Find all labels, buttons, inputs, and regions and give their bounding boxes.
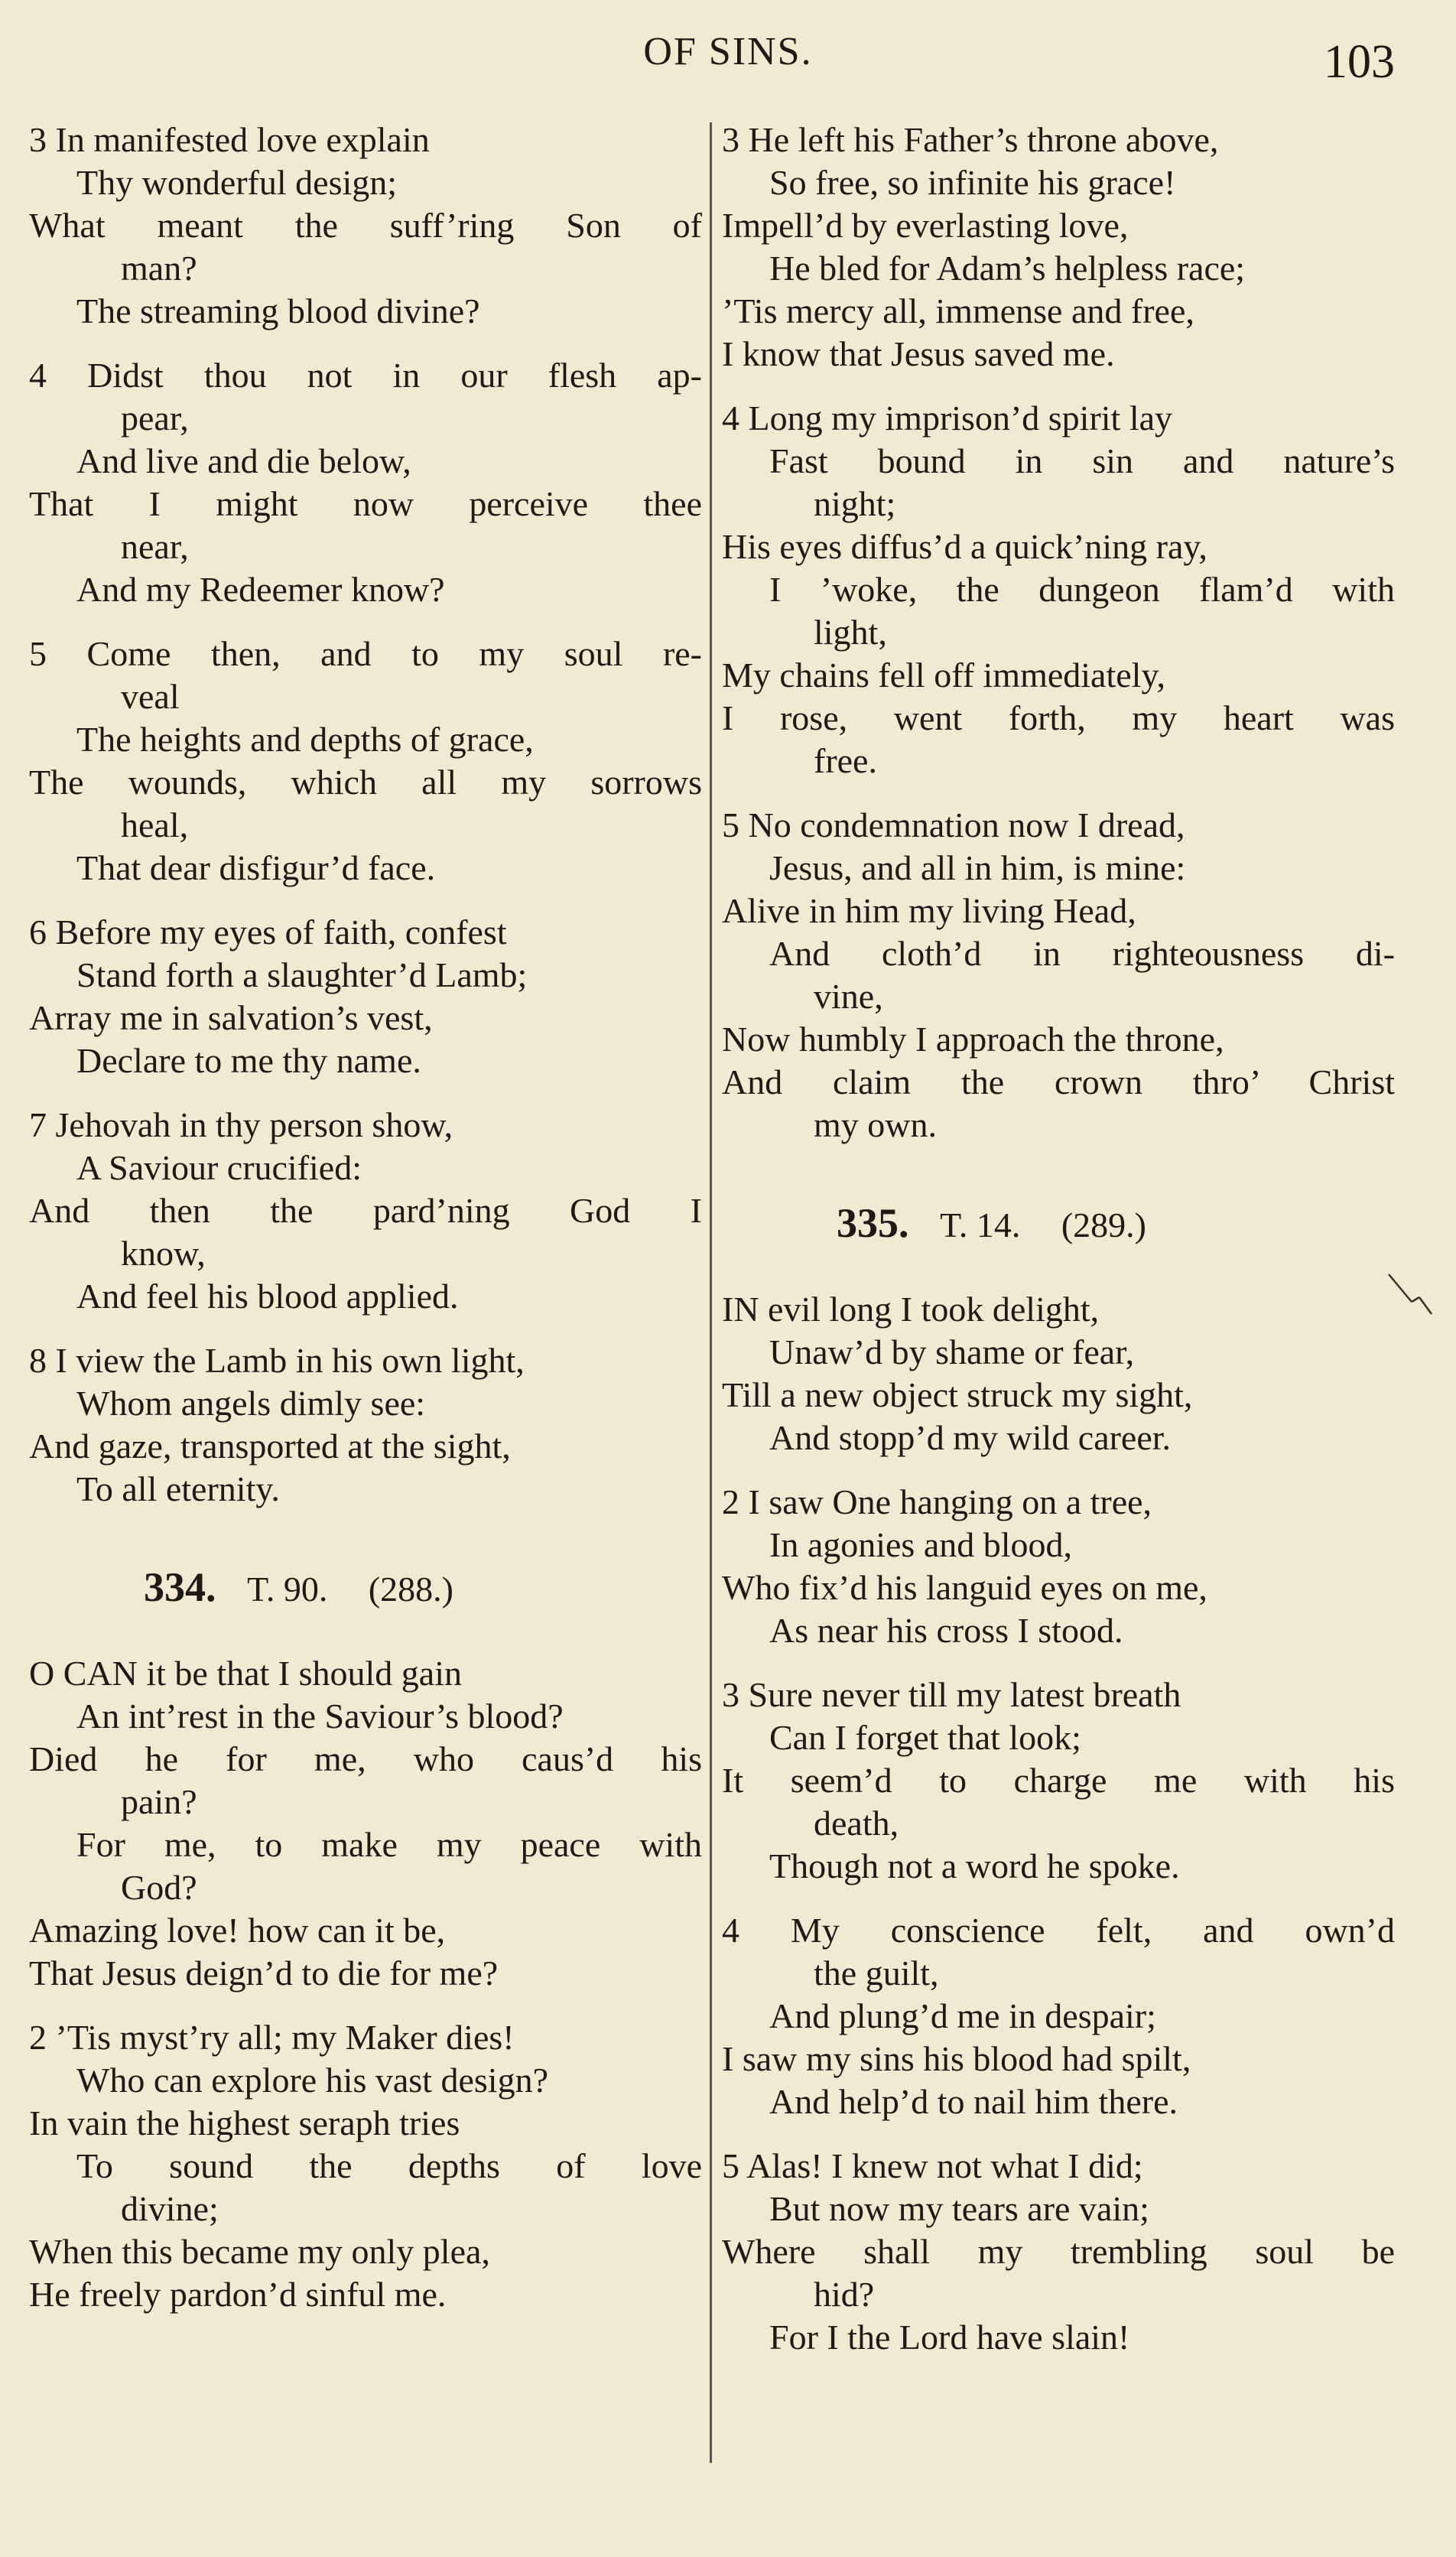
running-head: OF SINS. xyxy=(643,30,813,73)
verse-line: And stopp’d my wild career. xyxy=(769,1418,1172,1457)
stanza xyxy=(722,1674,1395,1888)
verse-line: For me, to make my peace with xyxy=(76,1825,702,1864)
verse-line: hid? xyxy=(814,2275,875,2314)
verse-line: To sound the depths of love xyxy=(76,2146,702,2185)
verse-line: divine; xyxy=(121,2189,219,2228)
verse-line: Died he for me, who caus’d his xyxy=(29,1739,702,1778)
verse-line: Fast bound in sin and nature’s xyxy=(769,441,1395,480)
verse-line: And feel his blood applied. xyxy=(76,1277,459,1316)
verse-line: I saw my sins his blood had spilt, xyxy=(722,2039,1191,2078)
stanza xyxy=(722,2145,1395,2359)
verse-line: 5 No condemnation now I dread, xyxy=(722,805,1185,844)
verse-line: 3 He left his Father’s throne above, xyxy=(722,120,1219,159)
verse-line: 5 Alas! I knew not what I did; xyxy=(722,2146,1143,2185)
verse-line: Declare to me thy name. xyxy=(76,1041,421,1080)
verse-line: Though not a word he spoke. xyxy=(769,1846,1180,1885)
hymn-reference: (289.) xyxy=(1061,1205,1146,1244)
stanza xyxy=(29,119,702,333)
verse-line: O CAN it be that I should gain xyxy=(29,1654,462,1693)
verse-line: 4 Didst thou not in our flesh ap- xyxy=(29,356,702,395)
verse-line: And gaze, transported at the sight, xyxy=(29,1427,511,1466)
verse-line: What meant the suff’ring Son of xyxy=(29,206,702,245)
verse-line: 2 I saw One hanging on a tree, xyxy=(722,1482,1152,1521)
verse-line: Amazing love! how can it be, xyxy=(29,1911,446,1950)
verse-line: my own. xyxy=(814,1105,937,1144)
verse-line: And plung’d me in despair; xyxy=(769,1996,1156,2035)
verse-line: I rose, went forth, my heart was xyxy=(722,698,1395,737)
verse-line: My chains fell off immediately, xyxy=(722,656,1165,695)
verse-line: The wounds, which all my sorrows xyxy=(29,763,702,802)
verse-line: Who can explore his vast design? xyxy=(76,2061,548,2100)
stanza xyxy=(29,633,702,890)
verse-line: 4 My conscience felt, and own’d xyxy=(722,1911,1395,1950)
verse-line: When this became my only plea, xyxy=(29,2232,490,2271)
hymn-number: 335. xyxy=(837,1200,909,1246)
verse-line: His eyes diffus’d a quick’ning ray, xyxy=(722,527,1207,566)
verse-line: That dear disfigur’d face. xyxy=(76,848,436,887)
verse-line: Array me in salvation’s vest, xyxy=(29,998,433,1037)
verse-line: 4 Long my imprison’d spirit lay xyxy=(722,399,1173,438)
verse-line: pear, xyxy=(121,399,189,438)
verse-line: God? xyxy=(121,1868,197,1907)
verse-line: death, xyxy=(814,1804,899,1843)
verse-line: Stand forth a slaughter’d Lamb; xyxy=(76,955,528,994)
verse-line: But now my tears are vain; xyxy=(769,2189,1149,2228)
hymn-tune: T. 14. xyxy=(940,1205,1021,1244)
verse-line: So free, so infinite his grace! xyxy=(769,163,1176,202)
stanza xyxy=(29,1652,702,1995)
hymn-reference: (288.) xyxy=(368,1570,453,1609)
verse-line: near, xyxy=(121,527,189,566)
verse-line: He freely pardon’d sinful me. xyxy=(29,2275,447,2314)
verse-line: He bled for Adam’s helpless race; xyxy=(769,249,1246,288)
verse-line: To all eternity. xyxy=(76,1469,280,1508)
stanza xyxy=(722,1288,1395,1459)
stanza-group xyxy=(29,1652,702,2316)
verse-line: And claim the crown thro’ Christ xyxy=(722,1062,1395,1101)
verse-line: And live and die below, xyxy=(76,441,411,480)
verse-line: Till a new object struck my sight, xyxy=(722,1375,1193,1414)
stanza xyxy=(29,911,702,1082)
verse-line: 2 ’Tis myst’ry all; my Maker dies! xyxy=(29,2018,515,2057)
verse-line: veal xyxy=(121,677,180,716)
verse-line: Unaw’d by shame or fear, xyxy=(769,1332,1135,1371)
verse-line: 3 Sure never till my latest breath xyxy=(722,1675,1181,1714)
verse-line: For I the Lord have slain! xyxy=(769,2318,1130,2357)
hymn-heading xyxy=(29,1564,702,1612)
verse-line: Thy wonderful design; xyxy=(76,163,398,202)
verse-line: That I might now perceive thee xyxy=(29,484,702,523)
verse-line: The streaming blood divine? xyxy=(76,291,480,330)
stanza-group xyxy=(29,119,702,1511)
right-column xyxy=(722,119,1395,2380)
verse-line: 7 Jehovah in thy person show, xyxy=(29,1105,453,1144)
hymn-heading xyxy=(722,1200,1395,1248)
verse-line: IN evil long I took delight, xyxy=(722,1290,1100,1329)
verse-line: 3 In manifested love explain xyxy=(29,120,430,159)
stanza xyxy=(722,804,1395,1147)
verse-line: In vain the highest seraph tries xyxy=(29,2103,460,2142)
verse-line: heal, xyxy=(121,805,189,844)
verse-line: vine, xyxy=(814,977,883,1016)
verse-line: light, xyxy=(814,613,887,652)
verse-line: free. xyxy=(814,741,877,780)
verse-line: Where shall my trembling soul be xyxy=(722,2232,1395,2271)
left-column xyxy=(29,119,702,2337)
verse-line: And then the pard’ning God I xyxy=(29,1191,702,1230)
verse-line: Whom angels dimly see: xyxy=(76,1384,426,1423)
verse-line: The heights and depths of grace, xyxy=(76,720,534,759)
hymn-tune: T. 90. xyxy=(247,1570,328,1609)
stanza-group xyxy=(722,1288,1395,2359)
verse-line: ’Tis mercy all, immense and free, xyxy=(722,291,1194,330)
page-number: 103 xyxy=(1324,36,1395,88)
column-divider xyxy=(710,122,712,2463)
stanza xyxy=(722,119,1395,376)
verse-line: 8 I view the Lamb in his own light, xyxy=(29,1341,525,1380)
verse-line: A Saviour crucified: xyxy=(76,1148,362,1187)
stanza xyxy=(29,1104,702,1318)
verse-line: 5 Come then, and to my soul re- xyxy=(29,634,702,673)
stanza xyxy=(29,2016,702,2316)
stanza xyxy=(722,1909,1395,2123)
verse-line: And cloth’d in righteousness di- xyxy=(769,934,1395,973)
verse-line: That Jesus deign’d to die for me? xyxy=(29,1954,499,1993)
stanza-group xyxy=(722,119,1395,1147)
verse-line: I know that Jesus saved me. xyxy=(722,334,1115,373)
stanza xyxy=(722,397,1395,782)
stanza xyxy=(29,1339,702,1511)
stanza xyxy=(722,1481,1395,1652)
verse-line: Can I forget that look; xyxy=(769,1718,1081,1757)
verse-line: 6 Before my eyes of faith, confest xyxy=(29,913,507,952)
verse-line: And help’d to nail him there. xyxy=(769,2082,1178,2121)
verse-line: Alive in him my living Head, xyxy=(722,891,1136,930)
verse-line: Who fix’d his languid eyes on me, xyxy=(722,1568,1207,1607)
verse-line: In agonies and blood, xyxy=(769,1525,1073,1564)
verse-line: And my Redeemer know? xyxy=(76,570,445,609)
stanza xyxy=(29,354,702,611)
verse-line: man? xyxy=(121,249,197,288)
verse-line: Jesus, and all in him, is mine: xyxy=(769,848,1186,887)
verse-line: pain? xyxy=(121,1782,197,1821)
verse-line: night; xyxy=(814,484,896,523)
verse-line: the guilt, xyxy=(814,1954,939,1993)
verse-line: Impell’d by everlasting love, xyxy=(722,206,1129,245)
verse-line: Now humbly I approach the throne, xyxy=(722,1020,1224,1059)
verse-line: I ’woke, the dungeon flam’d with xyxy=(769,570,1395,609)
ink-flourish xyxy=(1384,1270,1445,1331)
verse-line: It seem’d to charge me with his xyxy=(722,1761,1395,1800)
hymn-number: 334. xyxy=(144,1564,216,1610)
verse-line: As near his cross I stood. xyxy=(769,1611,1123,1650)
verse-line: know, xyxy=(121,1234,206,1273)
verse-line: An int’rest in the Saviour’s blood? xyxy=(76,1697,564,1736)
